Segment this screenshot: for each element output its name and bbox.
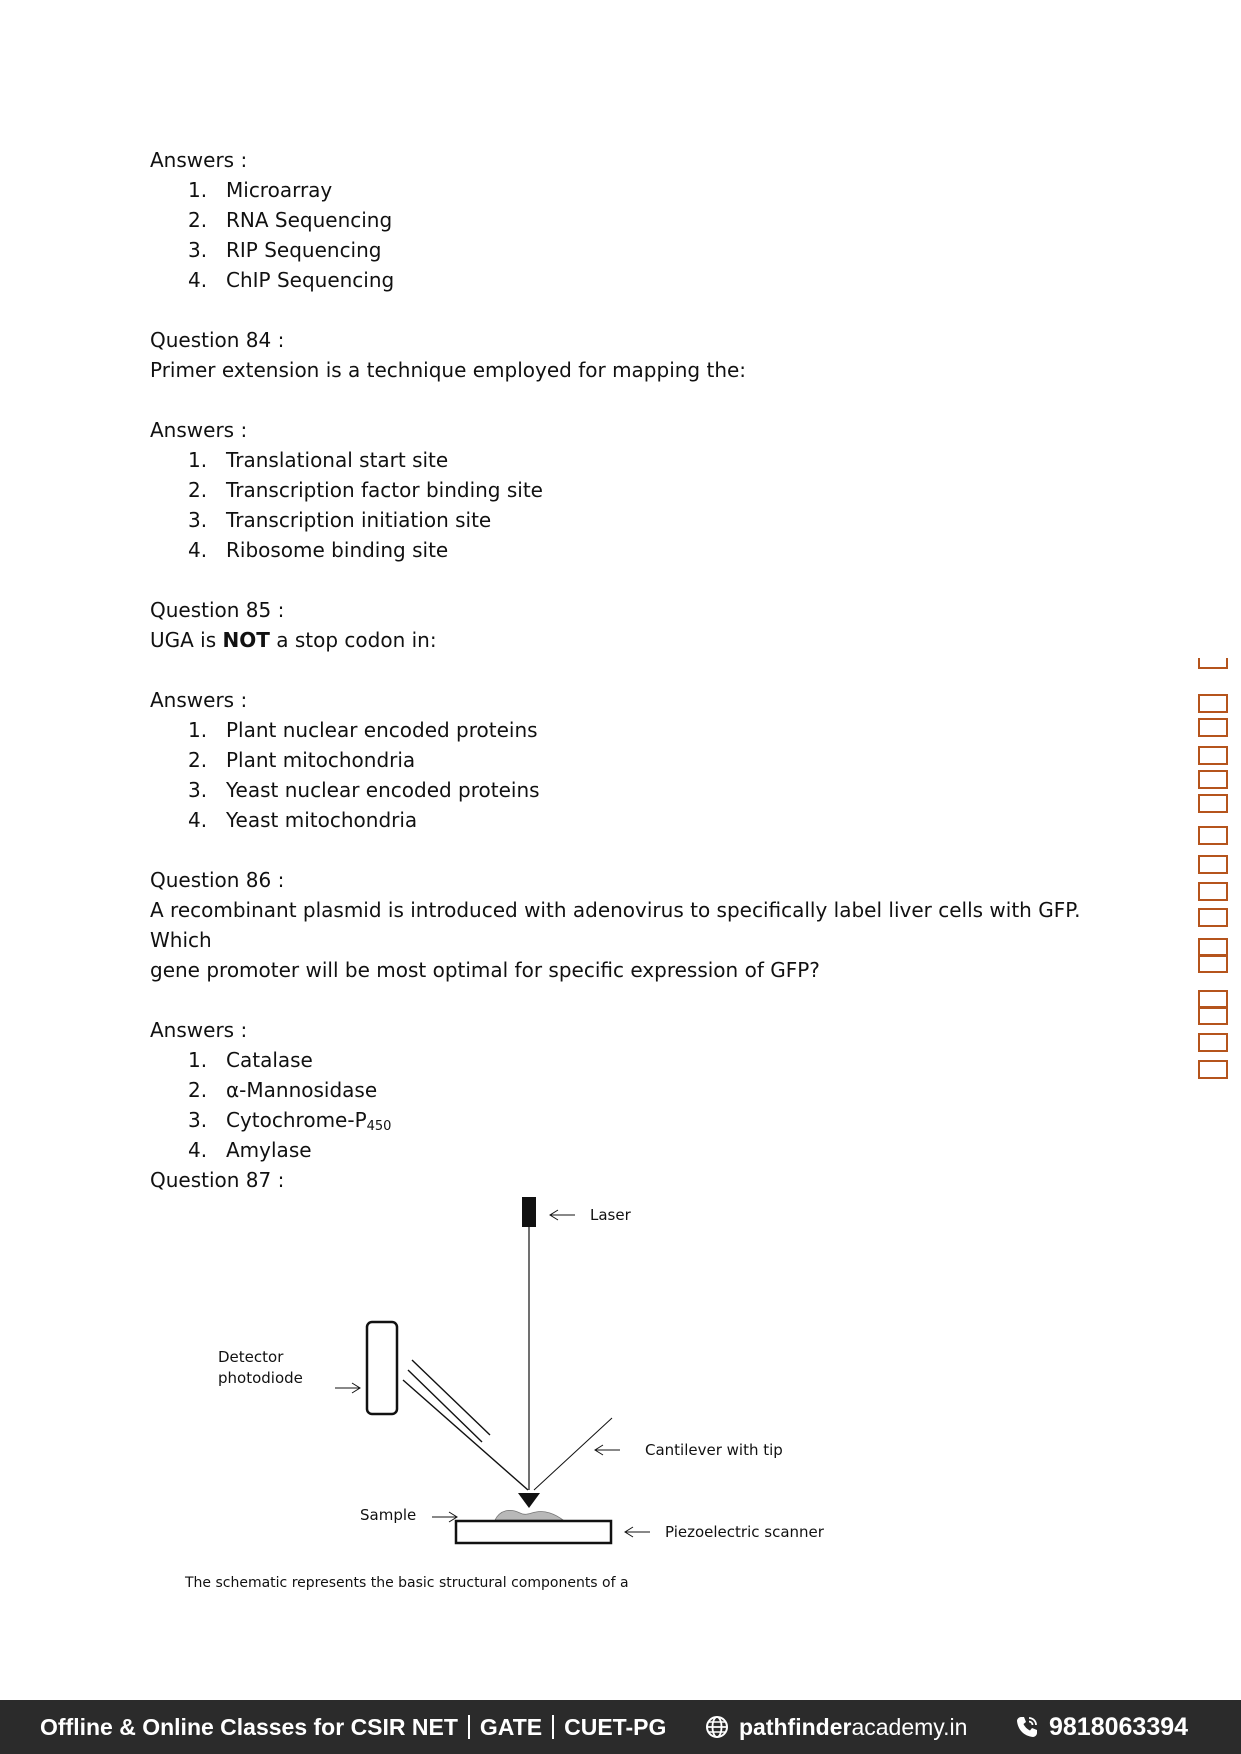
question-text: UGA is NOT a stop codon in: [150, 628, 437, 652]
answer-option: 1. Microarray [188, 178, 333, 202]
sample [495, 1510, 563, 1520]
question-label: Question 84 : [150, 328, 285, 352]
laser-label: Laser [590, 1206, 631, 1224]
laser-arrow [550, 1210, 575, 1220]
scanner-label: Piezoelectric scanner [665, 1523, 824, 1541]
question-text: Primer extension is a technique employed for mapping the: [150, 358, 747, 382]
answer-option: 3. Cytochrome-$P_{450}$ [188, 1108, 392, 1134]
answer-option: 1. Catalase [188, 1048, 313, 1072]
answer-option: 4. Yeast mitochondria [188, 808, 418, 832]
question-label: Question 87 : [150, 1168, 285, 1192]
answers-label: Answers : [150, 688, 248, 712]
figure-caption: The schematic represents the basic structural components of a [185, 1575, 629, 1591]
footer-website[interactable]: pathfinder academy.in [705, 1714, 967, 1741]
answer-option: 1. Translational start site [188, 448, 449, 472]
answer-option: 2. α-Mannosidase [188, 1078, 378, 1102]
phone-icon [1015, 1715, 1039, 1739]
answer-option: 3. Yeast nuclear encoded proteins [188, 778, 540, 802]
cantilever-arrow [595, 1445, 620, 1455]
globe-icon [705, 1715, 729, 1739]
answer-option: 2. Transcription factor binding site [188, 478, 543, 502]
detector-label-1: Detector [218, 1348, 284, 1366]
answers-label: Answers : [150, 418, 248, 442]
scanner-arrow [625, 1527, 650, 1537]
cantilever [534, 1418, 612, 1490]
answer-option: 4. Ribosome binding site [188, 538, 449, 562]
question-label: Question 86 : [150, 868, 285, 892]
detector-photodiode [367, 1322, 397, 1414]
answer-option: 1. Plant nuclear encoded proteins [188, 718, 538, 742]
cantilever-tip [518, 1493, 540, 1508]
reflected-beam [408, 1370, 482, 1442]
answer-option: 3. Transcription initiation site [188, 508, 492, 532]
cantilever-label: Cantilever with tip [645, 1441, 783, 1459]
answer-option: 3. RIP Sequencing [188, 238, 382, 262]
footer-phone[interactable]: 9818063394 [1015, 1713, 1188, 1742]
detector-arrow [335, 1383, 360, 1393]
sample-label: Sample [360, 1506, 417, 1524]
reflected-beam [403, 1380, 528, 1490]
answer-option: 2. Plant mitochondria [188, 748, 416, 772]
footer-banner [0, 1700, 1241, 1754]
question-content [150, 145, 1100, 1195]
piezoelectric-scanner [456, 1521, 611, 1543]
laser-block [522, 1197, 536, 1227]
answers-label: Answers : [150, 1018, 248, 1042]
footer-tagline: Offline & Online Classes for CSIR NET GATE CUET-PG [40, 1713, 667, 1740]
side-watermark-marks [1196, 655, 1230, 1085]
sample-arrow [432, 1512, 457, 1522]
answer-option: 4. Amylase [188, 1138, 312, 1162]
detector-label-2: photodiode [218, 1369, 303, 1387]
afm-schematic [170, 1180, 850, 1570]
answers-label: Answers : [150, 148, 248, 172]
answer-option: 2. RNA Sequencing [188, 208, 393, 232]
answer-option: 4. ChIP Sequencing [188, 268, 395, 292]
question-text-line-1: A recombinant plasmid is introduced with adenovirus to specifically label liver cells with GFP. Which [150, 898, 1081, 952]
question-text-line-2: gene promoter will be most optimal for specific expression of GFP? [150, 958, 820, 982]
question-label: Question 85 : [150, 598, 285, 622]
